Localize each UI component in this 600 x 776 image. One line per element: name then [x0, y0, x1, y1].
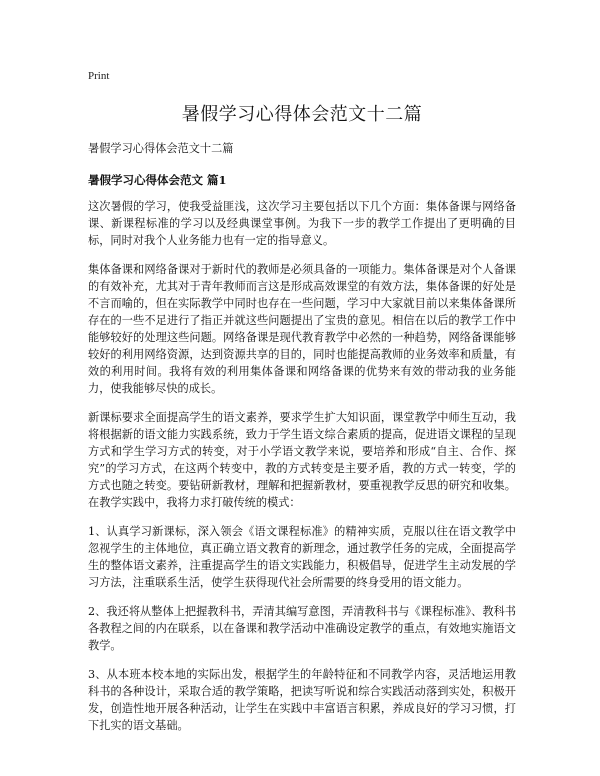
- document-subtitle: 暑假学习心得体会范文十二篇: [88, 142, 234, 155]
- document-title: 暑假学习心得体会范文十二篇: [181, 104, 423, 125]
- paragraph-1: 这次暑假的学习，使我受益匪浅，这次学习主要包括以下几个方面：集体备课与网络备课、新课程标准的学习以及经典课堂事例。为我下一步的教学工作提出了更明确的目标，同时对我个人业务能力也有一定的指导意义。: [88, 200, 516, 247]
- paragraph-2: 集体备课和网络备课对于新时代的教师是必须具备的一项能力。集体备课是对个人备课的有效补充，尤其对于青年教师而言这是形成高效课堂的有效方法，集体备课的好处是不言而喻的，但在实际教学中同时也存在一些问题，学习中大家就目前以来集体备课所存在的一些不足进行了指正并就这些问题提出了宝贵的意见。相信在以后的教学工作中能够较好的处理这些问题。网络备课是现代教育教学中必然的一种趋势，网络备课能够较好的利用网络资源，达到资源共享的目的，同时也能提高教师的业务效率和质量，有效的利用时间。我将有效的利用集体备课和网络备课的优势来有效的带动我的业务能力，使我能够尽快的成长。: [88, 263, 516, 395]
- print-link[interactable]: Print: [88, 70, 110, 82]
- document-page: [88, 70, 516, 746]
- paragraph-6: 3、从本班本校本地的实际出发，根据学生的年龄特征和不同教学内容，灵活地运用教科书的各种设计，采取合适的教学策略，把读写听说和综合实践活动落到实处，积极开发，创造性地开展各种活动，让学生在实践中丰富语言积累，养成良好的学习习惯，打下扎实的语文基础。: [88, 668, 516, 732]
- section-heading: 暑假学习心得体会范文 篇1: [88, 173, 227, 187]
- paragraph-3: 新课标要求全面提高学生的语文素养，要求学生扩大知识面，课堂教学中师生互动，我将根据新的语文能力实践系统，致力于学生语文综合素质的提高，促进语文课程的呈现方式和学生学习方式的转变，对于小学语文教学来说，要培养和形成“自主、合作、探究”的学习方式，在这两个转变中，教的方式转变是主要矛盾，教的方式一转变，学的方式也随之转变。要钻研新教材，理解和把握新教材，要重视教学反思的研究和收集。在教学实践中，我将力求打破传统的模式：: [88, 411, 516, 509]
- paragraph-4: 1、认真学习新课标，深入领会《语文课程标准》的精神实质，克服以往在语文教学中忽视学生的主体地位，真正确立语文教育的新理念，通过教学任务的完成，全面提高学生的整体语文素养，注重提高学生的语文实践能力，积极倡导，促进学生主动发展的学习方法，注重联系生活，使学生获得现代社会所需要的终身受用的语文能力。: [88, 525, 516, 589]
- paragraph-5: 2、我还将从整体上把握教科书，弄清其编写意图，弄清教科书与《课程标准》、教科书各教程之间的内在联系，以在备课和教学活动中准确设定教学的重点，有效地实施语文教学。: [88, 605, 516, 652]
